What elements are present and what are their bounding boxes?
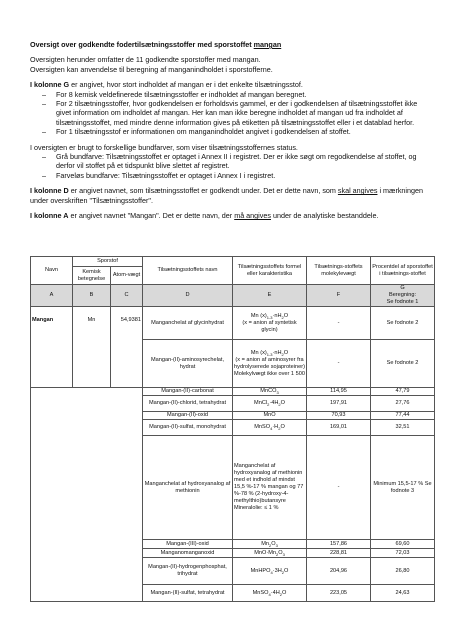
letter-a: A <box>31 285 73 307</box>
colors-bullet-1: – Grå bundfarve: Tilsætningsstoffet er optaget i Annex II i registret. Der er ikke søgt om regodkendelse af stoffet, og derfor vil stoffet på et tidspunkt blive slettet af registret. <box>42 152 417 171</box>
row-6-name: Manganchelat af hydroxyanalog af methionin <box>143 436 233 540</box>
row-6-pct: Minimum 15,5-17 % Se fodnote 3 <box>371 436 435 540</box>
row-1-pct: Se fodnote 2 <box>371 340 435 388</box>
letter-d: D <box>143 285 233 307</box>
row-2-pct: 47,79 <box>371 388 435 396</box>
row-3-formula: $MnCl_2\cdot 4H_2O$ <box>233 396 307 412</box>
row-0-name: Manganchelat af glycinhydrat <box>143 307 233 340</box>
row-10-mw: 223,05 <box>307 585 371 602</box>
row-8-mw: 228,81 <box>307 549 371 558</box>
element-spacer <box>31 388 143 602</box>
row-1-mw: - <box>307 340 371 388</box>
header-navn: Navn <box>31 257 73 285</box>
row-5-mw: 169,01 <box>307 420 371 436</box>
header-formel: Tilsætningsstoffets formel eller karakteristika <box>233 257 307 285</box>
letter-b: B <box>73 285 111 307</box>
letter-f: F <box>307 285 371 307</box>
row-5-name: Mangan-(II)-sulfat, monohydrat <box>143 420 233 436</box>
header-kemisk-betegnelse: Kemisk betegnelse <box>73 267 111 285</box>
column-g-bullet-3: – For 1 tilsætningsstof er informationen om manganindholdet angivet i godkendelsen af stoffet. <box>42 127 351 137</box>
row-7-name: Mangan-(III)-oxid <box>143 540 233 549</box>
row-0-mw: - <box>307 307 371 340</box>
row-7-formula: $Mn_2O_3$ <box>233 540 307 549</box>
header-tilsaetningsstof-navn: Tilsætningsstoffets navn <box>143 257 233 285</box>
row-5-pct: 32,51 <box>371 420 435 436</box>
element-atomvaegt: 54,9381 <box>111 307 143 388</box>
row-6-mw: - <box>307 436 371 540</box>
row-9-name: Mangan-(II)-hydrogenphosphat, trihydrat <box>143 558 233 585</box>
row-4-name: Mangan-(II)-oxid <box>143 412 233 420</box>
row-10-formula: $MnSO_4\cdot 4H_2O$ <box>233 585 307 602</box>
row-10-pct: 24,63 <box>371 585 435 602</box>
colors-paragraph: I oversigten er brugt to forskellige bundfarver, som viser tilsætningsstoffernes status. <box>30 142 298 152</box>
row-4-mw: 70,93 <box>307 412 371 420</box>
row-8-name: Manganomanganoxid <box>143 549 233 558</box>
row-9-mw: 204,96 <box>307 558 371 585</box>
header-atomvaegt: Atom-vægt <box>111 267 143 285</box>
element-navn: Mangan <box>31 307 73 388</box>
column-a-paragraph: I kolonne A er angivet navnet "Mangan". Det er dette navn, der må angives under de analytiske bestanddele. <box>30 211 379 221</box>
row-1-formula: Mn $(x)_{1-3}\cdot nH_2O$ (x = anion af aminosyrer fra hydrolyserede sojaproteiner) Molekylvægt ikke over 1 500 <box>233 340 307 388</box>
header-molekylevaegt: Tilsætnings-stoffets molekylevægt <box>307 257 371 285</box>
letter-c: C <box>111 285 143 307</box>
manganese-table <box>30 256 435 602</box>
row-2-name: Mangan-(II)-carbonat <box>143 388 233 396</box>
row-3-name: Mangan-(II)-chlorid, tetrahydrat <box>143 396 233 412</box>
element-kemisk: Mn <box>73 307 111 388</box>
row-9-pct: 26,80 <box>371 558 435 585</box>
row-8-pct: 72,03 <box>371 549 435 558</box>
column-g-bullet-1: – For 8 kemisk veldefinerede tilsætningsstoffer er indholdet af mangan beregnet. <box>42 89 307 99</box>
page-title: Oversigt over godkendte fodertilsætningsstoffer med sporstoffet mangan <box>30 40 282 49</box>
row-10-name: Mangan-(II)-sulfat, tetrahydrat <box>143 585 233 602</box>
row-2-formula: MnCO$_3$ <box>233 388 307 396</box>
intro-line-1: Oversigten herunder omfatter de 11 godkendte sporstoffer med mangan. <box>30 55 261 65</box>
letter-g: G Beregning: Se fodnote 1 <box>371 285 435 307</box>
row-5-formula: $MnSO_4\cdot H_2O$ <box>233 420 307 436</box>
colors-bullet-2: – Farveløs bundfarve: Tilsætningsstoffet er optaget i Annex I i registret. <box>42 170 276 180</box>
letter-e: E <box>233 285 307 307</box>
column-g-bullet-2: – For 2 tilsætningsstoffer, hvor godkendelsen er forholdsvis gammel, er der i godkendelsen af tilsætningsstoffet ikke givet information om indholdet af mangan. Her kan man ikke beregne indholdet af mangan ud fra indholdet af tilsætningsstoffet, med mindre denne information gives på etiketten på tilsætningsstoffet eller i et datablad herfor. <box>42 99 418 127</box>
row-0-formula: Mn $(x)_{1-3}\cdot nH_2O$ (x = anion af syntetisk glycin) <box>233 307 307 340</box>
header-sporstof: Sporstof <box>73 257 143 267</box>
row-4-pct: 77,44 <box>371 412 435 420</box>
row-9-formula: $MnHPO_4\cdot 3H_2O$ <box>233 558 307 585</box>
row-3-mw: 197,91 <box>307 396 371 412</box>
column-g-paragraph: I kolonne G er angivet, hvor stort indholdet af mangan er i det enkelte tilsætningsstof. <box>30 80 303 90</box>
row-7-mw: 157,86 <box>307 540 371 549</box>
row-2-mw: 114,95 <box>307 388 371 396</box>
row-1-name: Mangan-(II)-aminosyrechelat, hydrat <box>143 340 233 388</box>
document-text <box>30 40 434 221</box>
column-d-paragraph: I kolonne D er angivet navnet, som tilsætningsstoffet er godkendt under. Det er dette navn, som skal angives i mærkningen under overskriften "Tilsætningsstoffer". <box>30 186 424 205</box>
row-3-pct: 27,76 <box>371 396 435 412</box>
intro-line-2: Oversigten kan anvendelse til beregning af manganindholdet i sporstofferne. <box>30 64 273 74</box>
row-6-formula: Manganchelat af hydroxyanalog af methionin med et indhold af mindst 15,5 %-17 % mangan og 77 %-78 % (2-hydroxy-4-methylthio)butansyre Mineralolie: ≤ 1 % <box>233 436 307 540</box>
row-8-formula: $MnO\cdot Mn_2O_3$ <box>233 549 307 558</box>
row-0-pct: Se fodnote 2 <box>371 307 435 340</box>
row-4-formula: MnO <box>233 412 307 420</box>
row-7-pct: 69,60 <box>371 540 435 549</box>
header-procentdel: Procentdel af sporstoffet i tilsætnings-stoffet <box>371 257 435 285</box>
